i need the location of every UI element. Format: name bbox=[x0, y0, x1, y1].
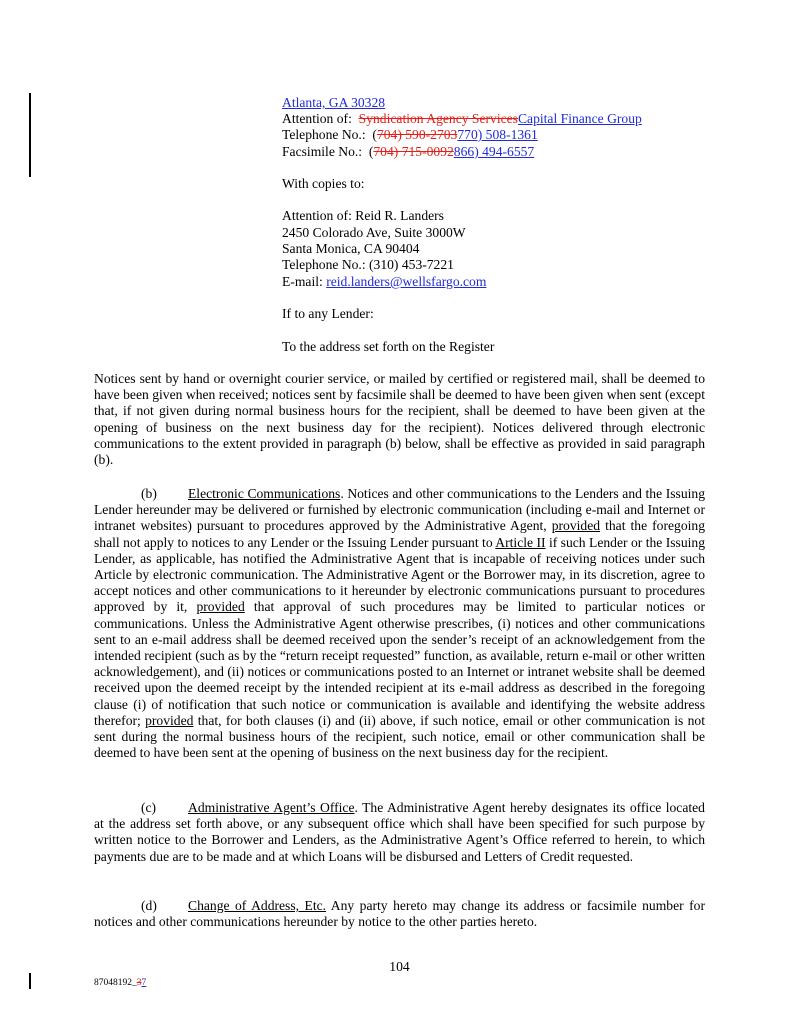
section-b-number: (b) bbox=[141, 486, 157, 501]
copy-telephone-line: Telephone No.: (310) 453-7221 bbox=[282, 257, 454, 272]
article-reference: Article II bbox=[495, 534, 546, 550]
copies-heading: With copies to: bbox=[282, 176, 365, 191]
section-c-paragraph bbox=[94, 800, 705, 865]
page-number: 104 bbox=[389, 959, 410, 974]
section-b-text: that approval of such procedures may be limited to particular notices or communications. Unless the Administrative Agent otherwise prescribes, (i) notices and other communications sent to an e-mail address shall be deemed received upon the sender’s receipt of an acknowledgement from the intended recipient (such as by the “return receipt requested” function, as available, return e-mail or other written acknowledgement), and (ii) notices or communications posted to an Internet or intranet website shall be deemed received upon the deemed receipt by the intended recipient at its e-mail address as described in the foregoing clause (i) of notification that such notice or communication is available and identifying the website address therefor; bbox=[94, 599, 706, 728]
lender-address: To the address set forth on the Register bbox=[282, 339, 495, 354]
inserted-text: 770) 508-1361 bbox=[457, 127, 538, 142]
copy-email-line bbox=[282, 274, 486, 290]
email-prefix: E-mail: bbox=[282, 274, 323, 289]
address-telephone-line bbox=[282, 127, 538, 143]
section-b-heading: Electronic Communications bbox=[188, 486, 341, 501]
section-c-text: . The Administrative Agent hereby designates its office located at the address set forth above, or any subsequent office which shall have been specified for such purpose by written notice to the Borrower and Lenders, as the Administrative Agent’s Office referred to herein, to which payments due are to be made and at which Loans will be disbursed and Letters of Credit requested. bbox=[94, 800, 705, 864]
notices-paragraph: Notices sent by hand or overnight courier service, or mailed by certified or registered mail, shall be deemed to have been given when received; notices sent by facsimile shall be deemed to have been given when sent (except that, if not given during normal business hours for the recipient, shall be deemed to have been given at the opening of business on the next business day for the recipient). Notices delivered through electronic communications to the extent provided in paragraph (b) below, shall be effective as provided in said paragraph (b). bbox=[94, 371, 705, 468]
section-c-heading: Administrative Agent’s Office bbox=[188, 800, 355, 815]
section-b-paragraph bbox=[94, 486, 705, 761]
change-bar-top bbox=[29, 93, 31, 177]
address-city-line bbox=[282, 95, 385, 111]
section-b-text: . Notices and other communications to the Lenders and the Issuing Lender hereunder may be delivered or furnished by electronic communication (including e-mail and Internet or intranet websites) pursuant to procedures approved by the Administrative Agent, bbox=[94, 486, 705, 534]
section-d-heading: Change of Address, Etc. bbox=[188, 898, 327, 913]
attention-prefix: Attention of: bbox=[282, 111, 352, 126]
section-d-number: (d) bbox=[141, 898, 157, 913]
telephone-prefix: Telephone No.: bbox=[282, 127, 366, 142]
copy-street-line: 2450 Colorado Ave, Suite 3000W bbox=[282, 225, 466, 240]
deleted-text: 3 bbox=[136, 978, 142, 988]
provided-term: provided bbox=[145, 712, 194, 728]
section-d-text: Any party hereto may change its address or facsimile number for notices and other communications hereunder by notice to the other parties hereto. bbox=[94, 898, 705, 930]
telephone-open-paren: ( bbox=[372, 127, 377, 142]
deleted-text: Syndication Agency Services bbox=[358, 111, 518, 126]
section-b-text: that the foregoing shall not apply to notices to any Lender or the Issuing Lender pursuant to bbox=[94, 518, 706, 550]
section-c-number: (c) bbox=[141, 800, 157, 815]
email-link[interactable]: reid.landers@wellsfargo.com bbox=[326, 274, 487, 289]
deleted-text: 704) 590-2703 bbox=[376, 127, 458, 142]
deleted-text: 704) 715-0092 bbox=[373, 144, 454, 159]
inserted-text: 7 bbox=[141, 978, 147, 988]
copy-city-line: Santa Monica, CA 90404 bbox=[282, 241, 420, 256]
section-d-paragraph bbox=[94, 898, 705, 930]
change-bar-footer bbox=[29, 973, 31, 989]
inserted-text: Atlanta, GA 30328 bbox=[282, 95, 386, 110]
copy-attention-line: Attention of: Reid R. Landers bbox=[282, 208, 444, 223]
document-id bbox=[94, 977, 146, 989]
provided-term: provided bbox=[196, 599, 245, 615]
lender-heading: If to any Lender: bbox=[282, 306, 374, 321]
facsimile-prefix: Facsimile No.: bbox=[282, 144, 363, 159]
address-attention-line bbox=[282, 111, 642, 127]
provided-term: provided bbox=[551, 518, 601, 534]
inserted-text: 866) 494-6557 bbox=[453, 144, 535, 159]
address-facsimile-line bbox=[282, 144, 534, 160]
doc-id-prefix: 87048192_ bbox=[94, 978, 137, 988]
section-b-text: if such Lender or the Issuing Lender, as applicable, has notified the Administrative Agent that is incapable of receiving notices under such Article by electronic communication. The Administrative Agent or the Borrower may, in its discretion, agree to accept notices and other communications to it hereunder by electronic communications pursuant to procedures approved by it, bbox=[94, 534, 705, 615]
section-b-text: that, for both clauses (i) and (ii) above, if such notice, email or other communication is not sent during the normal business hours of the recipient, such notice, email or other communication shall be deemed to have been sent at the opening of business on the next business day for the recipient. bbox=[94, 712, 705, 761]
inserted-text: Capital Finance Group bbox=[517, 111, 642, 126]
facsimile-open-paren: ( bbox=[368, 144, 374, 159]
